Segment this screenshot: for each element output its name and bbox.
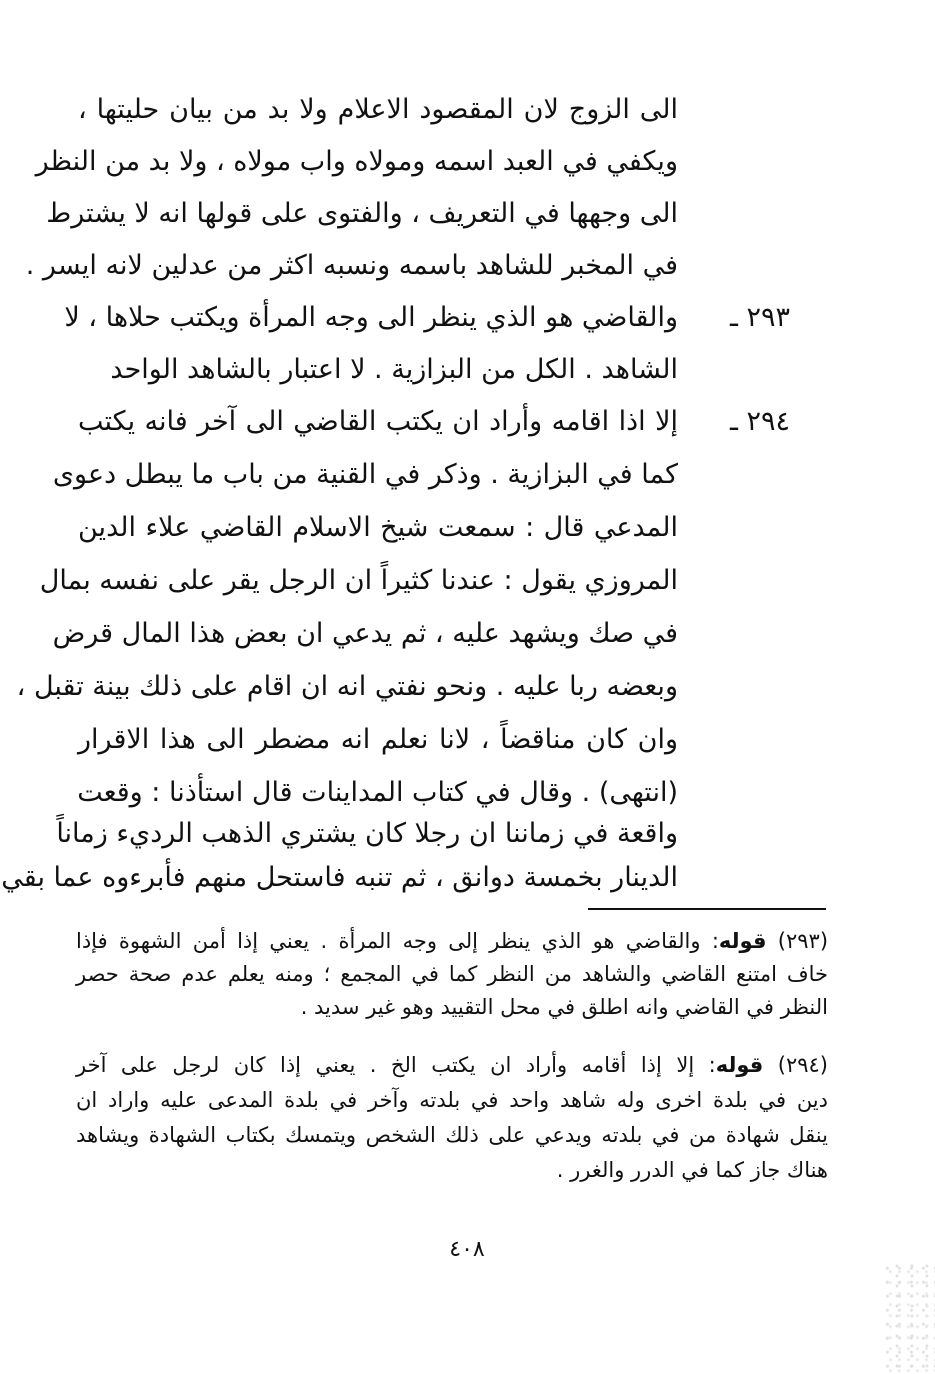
text-line: ويكفي في العبد اسمه ومولاه واب مولاه ، ولا بد من النظر [35, 146, 678, 177]
page-number: ٤٠٨ [449, 1237, 485, 1262]
footnote-293-first-line [76, 925, 828, 958]
footnote-separator [588, 908, 826, 910]
text-line: في صك ويشهد عليه ، ثم يدعي ان بعض هذا المال قرض [52, 618, 678, 649]
footnote-line: دين في بلدة اخرى وله شاهد واحد في بلدته وآخر في بلدة المدعى عليه واراد ان [76, 1088, 828, 1112]
text-line: وان كان مناقضاً ، لانا نعلم انه مضطر الى هذا الاقرار [78, 724, 678, 755]
footnote-line: خاف امتنع القاضي والشاهد من النظر كما في المجمع ؛ ومنه يعلم عدم صحة حصر [76, 962, 828, 986]
footnote-keyword: قوله [715, 1053, 764, 1077]
footnote-line: ينقل شهادة من في بلدته ويدعي على ذلك الشخص ويتمسك بكتاب الشهادة ويشاهد [76, 1123, 828, 1147]
footnote-text: : إلا إذا أقامه وأراد ان يكتب الخ . يعني إذا كان لرجل على آخر [76, 1053, 716, 1077]
footnote-line: النظر في القاضي وانه اطلق في محل التقييد وهو غير سديد . [300, 995, 828, 1019]
footnote-294-first-line [76, 1049, 828, 1082]
entry-number-293: ٢٩٣ ـ [729, 302, 790, 333]
text-line: الشاهد . الكل من البزازية . لا اعتبار بالشاهد الواحد [110, 354, 678, 385]
text-line: المدعي قال : سمعت شيخ الاسلام القاضي علاء الدين [78, 512, 678, 543]
text-line: وبعضه ربا عليه . ونحو نفتي انه ان اقام على ذلك بينة تقبل ، [16, 671, 678, 702]
text-line: إلا اذا اقامه وأراد ان يكتب القاضي الى آخر فانه يكتب [78, 406, 678, 437]
text-line: كما في البزازية . وذكر في القنية من باب ما يبطل دعوى [52, 459, 678, 490]
scan-speckle [885, 1264, 935, 1374]
text-line: والقاضي هو الذي ينظر الى وجه المرأة ويكتب حلاها ، لا [64, 302, 678, 333]
footnote-keyword: قوله [718, 929, 767, 953]
text-line: الى وجهها في التعريف ، والفتوى على قولها انه لا يشترط [46, 198, 678, 229]
text-line: الى الزوج لان المقصود الاعلام ولا بد من بيان حليتها ، [78, 94, 678, 125]
footnote-line: هناك جاز كما في الدرر والغرر . [556, 1158, 828, 1182]
text-line: واقعة في زماننا ان رجلا كان يشتري الذهب الرديء زماناً [56, 818, 678, 849]
text-line: المروزي يقول : عندنا كثيراً ان الرجل يقر على نفسه بمال [39, 565, 678, 596]
footnote-ref: (٢٩٤) [777, 1053, 828, 1077]
text-line: (انتهى) . وقال في كتاب المداينات قال استأذنا : وقعت [77, 777, 678, 808]
text-line: في المخبر للشاهد باسمه ونسبه اكثر من عدلين لانه ايسر . [25, 250, 678, 281]
text-line: الدينار بخمسة دوانق ، ثم تنبه فاستحل منهم فأبرءوه عما بقي [1, 862, 678, 893]
footnote-text: : والقاضي هو الذي ينظر إلى وجه المرأة . يعني إذا أمن الشهوة فإذا [76, 929, 719, 953]
entry-number-294: ٢٩٤ ـ [729, 406, 790, 437]
footnote-ref: (٢٩٣) [777, 929, 829, 953]
